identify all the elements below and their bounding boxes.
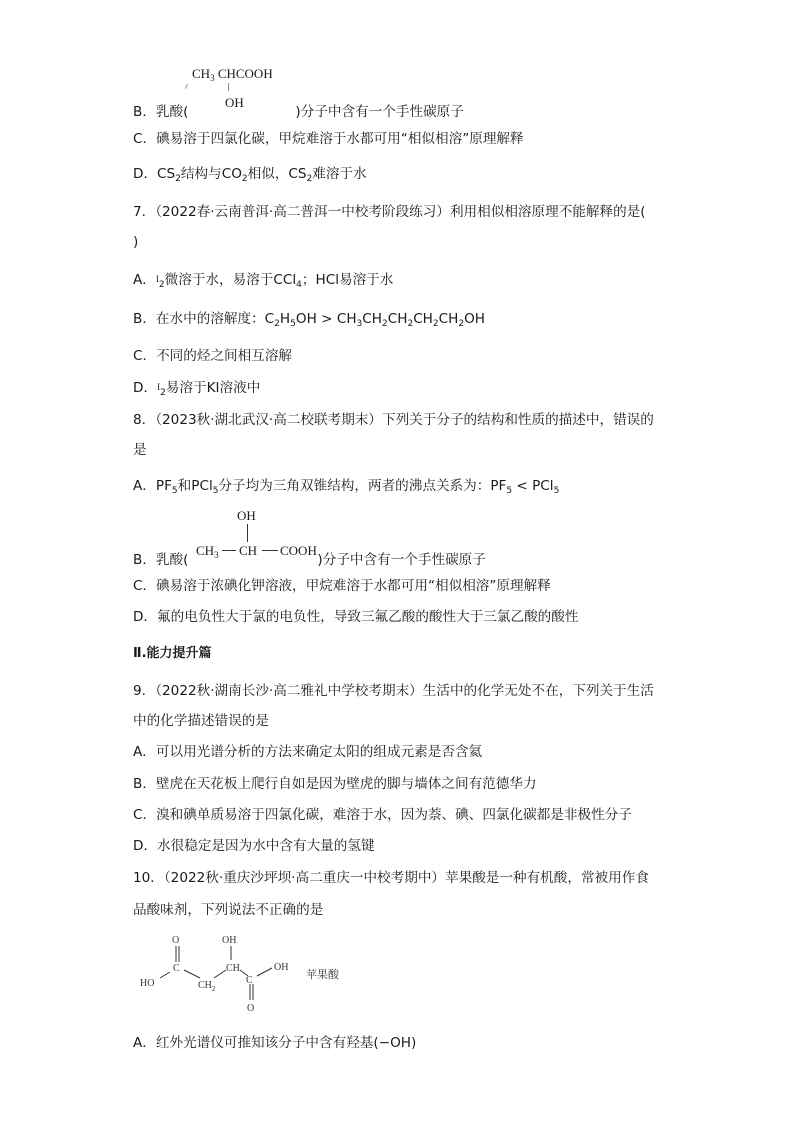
c2-label: C bbox=[246, 975, 253, 986]
q7-option-d: D．$I_2$易溶于KI溶液中 bbox=[133, 380, 261, 398]
formula-2-vertical-bond bbox=[247, 524, 248, 542]
ch2-label: $CH_2$ bbox=[198, 980, 216, 993]
q7-stem-line-2: ) bbox=[133, 234, 139, 250]
q10-stem-line-1: 10．（2022秋·重庆沙坪坝·高二重庆一中校考期中）苹果酸是一种有机酸，常被用作食 bbox=[133, 870, 649, 886]
q7-option-c: C．不同的烃之间相互溶解 bbox=[133, 348, 293, 364]
formula-2-ch3: $CH_3$ bbox=[196, 543, 219, 560]
q8-option-c: C．碘易溶于浓碘化钾溶液，甲烷难溶于水都可用“相似相溶”原理解释 bbox=[133, 578, 551, 594]
q7-stem-line-1: 7．（2022春·云南普洱·高二普洱一中校考阶段练习）利用相似相溶原理不能解释的是( bbox=[133, 204, 646, 220]
q8-option-a: A．$PF_5$和PCl$_5$分子均为三角双锥结构，两者的沸点关系为：$PF_5 < PCl_5$ bbox=[133, 478, 560, 496]
formula-1-bond bbox=[228, 83, 229, 91]
c1-label: C bbox=[173, 963, 180, 974]
q6-option-b: B．乳酸( )分子中含有一个手性碳原子 bbox=[133, 104, 464, 120]
formula-2-cooh: COOH bbox=[280, 543, 317, 558]
q9-stem-line-1: 9．（2022秋·湖南长沙·高二雅礼中学校考期末）生活中的化学无处不在，下列关于生活 bbox=[133, 683, 654, 699]
q10-option-a: A．红外光谱仪可推知该分子中含有羟基(−OH) bbox=[133, 1035, 417, 1051]
formula-2-ch: CH bbox=[239, 543, 258, 558]
malic-acid-name: 苹果酸 bbox=[306, 969, 339, 981]
c2-oh-bond bbox=[257, 968, 272, 976]
formula-1-mark bbox=[185, 84, 188, 89]
oh-top-label: OH bbox=[222, 935, 237, 946]
c1-ho-bond bbox=[160, 972, 170, 978]
q7-option-a: A．$I_2$微溶于水，易溶于CCl$_4$；HCl易溶于水 bbox=[133, 272, 394, 290]
oh-right-label: OH bbox=[274, 962, 289, 973]
c1-ch2-bond bbox=[184, 970, 200, 978]
q9-option-c: C．溴和碘单质易溶于四氯化碳，难溶于水，因为萘、碘、四氯化碳都是非极性分子 bbox=[133, 807, 632, 823]
q9-option-b: B．壁虎在天花板上爬行自如是因为壁虎的脚与墙体之间有范德华力 bbox=[133, 776, 537, 792]
q8-option-b: B．乳酸( )分子中含有一个手性碳原子 bbox=[133, 552, 486, 568]
formula-1-oh: OH bbox=[225, 95, 244, 110]
q10-stem-line-2: 品酸味剂，下列说法不正确的是 bbox=[133, 902, 324, 918]
q6-option-d: D．$CS_2$结构与$CO_2$相似，$CS_2$难溶于水 bbox=[133, 166, 367, 184]
q9-stem-line-2: 中的化学描述错误的是 bbox=[133, 713, 269, 729]
section-heading: Ⅱ.能力提升篇 bbox=[133, 646, 212, 661]
q9-option-d: D．水很稳定是因为水中含有大量的氢键 bbox=[133, 838, 375, 854]
q8-stem-line-1: 8．（2023秋·湖北武汉·高二校联考期末）下列关于分子的结构和性质的描述中，错误的 bbox=[133, 412, 654, 428]
o-bottom-label: O bbox=[247, 1003, 255, 1014]
q7-option-b: B．在水中的溶解度：$C_2H_5OH > CH_3CH_2CH_2CH_2CH_2OH$ bbox=[133, 311, 486, 329]
q6-option-c: C．碘易溶于四氯化碳，甲烷难溶于水都可用“相似相溶”原理解释 bbox=[133, 131, 524, 147]
o-top-label: O bbox=[172, 935, 180, 946]
ho-label: HO bbox=[140, 978, 155, 989]
ch-label: CH bbox=[226, 963, 240, 974]
malic-acid-structure bbox=[130, 928, 370, 1023]
q8-stem-line-2: 是 bbox=[133, 442, 147, 458]
formula-1-top: $CH_3$ CHCOOH bbox=[192, 66, 273, 83]
q9-option-a: A．可以用光谱分析的方法来确定太阳的组成元素是否含氦 bbox=[133, 744, 483, 760]
ch2-ch-bond bbox=[214, 970, 226, 978]
q8-option-d: D．氟的电负性大于氯的电负性，导致三氟乙酸的酸性大于三氯乙酸的酸性 bbox=[133, 609, 579, 625]
formula-2-oh: OH bbox=[237, 508, 256, 523]
